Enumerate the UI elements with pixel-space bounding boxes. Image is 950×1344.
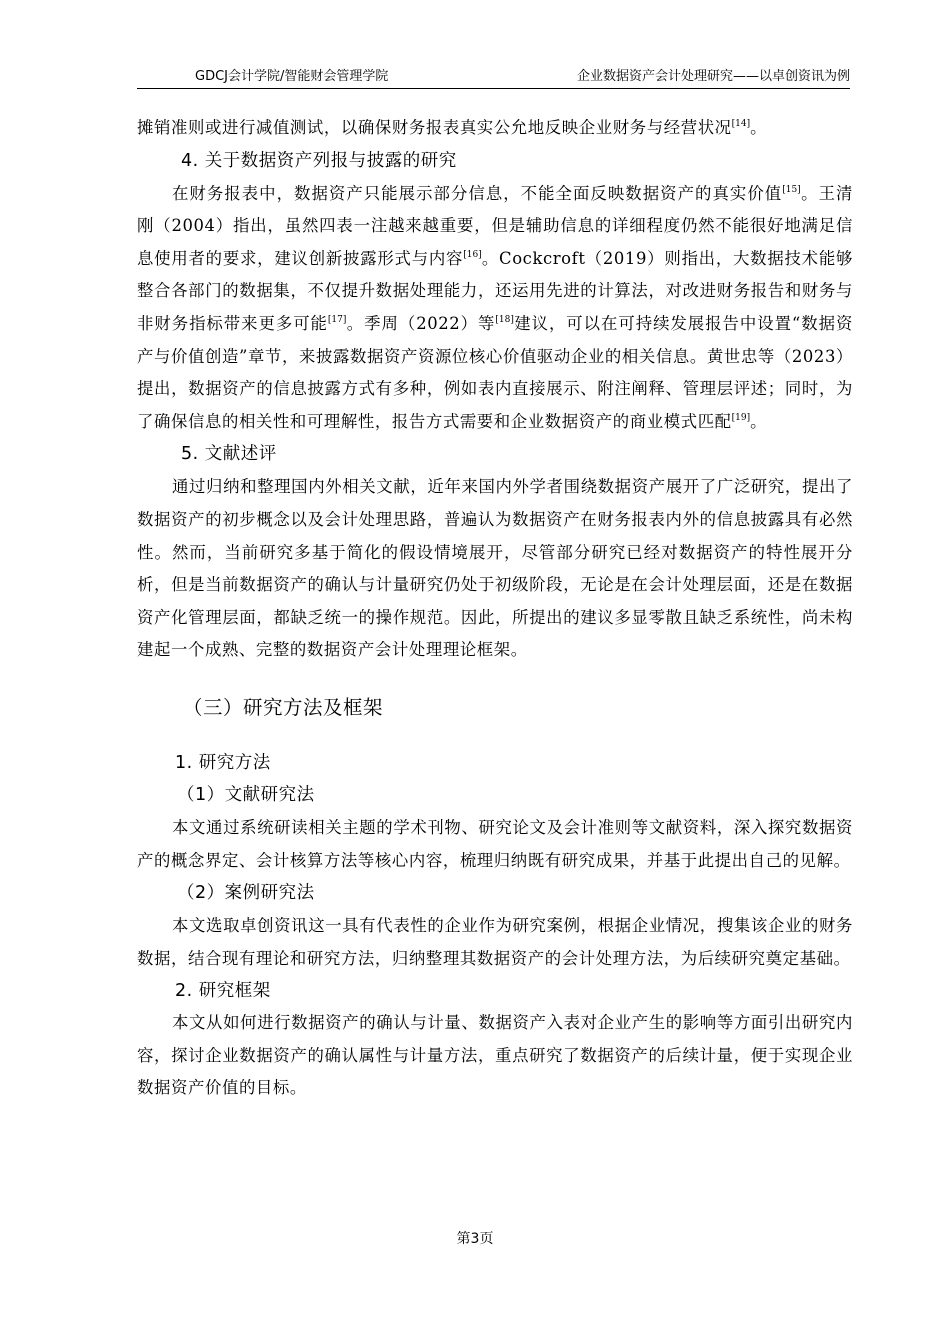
citation-15: [15] bbox=[782, 184, 801, 195]
citation-16: [16] bbox=[463, 249, 482, 260]
page-header bbox=[137, 68, 850, 89]
subsection-heading-literature: （1）文献研究法 bbox=[177, 784, 315, 805]
page-number: 第3页 bbox=[456, 1231, 494, 1247]
subsection-heading-case: （2）案例研究法 bbox=[177, 883, 315, 904]
paragraph-continuation: 摊销准则或进行减值测试，以确保财务报表真实公允地反映企业财务与经营状况[14]。 bbox=[137, 118, 768, 137]
paragraph-literature-method: 本文通过系统研读相关主题的学术刊物、研究论文及会计准则等文献资料，深入探究数据资产的概念界定、会计核算方法等核心内容，梳理归纳既有研究成果，并基于此提出自己的见解。 bbox=[137, 817, 853, 870]
citation-17: [17] bbox=[327, 314, 347, 325]
paragraph-framework: 本文从如何进行数据资产的确认与计量、数据资产入表对企业产生的影响等方面引出研究内容，探讨企业数据资产的确认属性与计量方法，重点研究了数据资产的后续计量，便于实现企业数据资产价值的目标。 bbox=[137, 1013, 853, 1098]
section-heading-4: 4. 关于数据资产列报与披露的研究 bbox=[181, 150, 457, 171]
section-heading-framework: 2. 研究框架 bbox=[175, 981, 271, 1002]
section-heading-5: 5. 文献述评 bbox=[181, 444, 277, 465]
paragraph-review: 通过归纳和整理国内外相关文献，近年来国内外学者围绕数据资产展开了广泛研究，提出了数据资产的初步概念以及会计处理思路，普遍认为数据资产在财务报表内外的信息披露具有必然性。然而，当前研究多基于简化的假设情境展开，尽管部分研究已经对数据资产的特性展开分析，但是当前数据资产的确认与计量研究仍处于初级阶段，无论是在会计处理层面，还是在数据资产化管理层面，都缺乏统一的操作规范。因此，所提出的建议多显零散且缺乏系统性，尚未构建起一个成熟、完整的数据资产会计处理理论框架。 bbox=[137, 477, 853, 660]
section-heading-methods: 1. 研究方法 bbox=[175, 752, 271, 773]
page-body bbox=[137, 112, 853, 1105]
citation-19: [19] bbox=[731, 412, 751, 423]
citation-18: [18] bbox=[495, 314, 514, 325]
chapter-heading-methods: （三）研究方法及框架 bbox=[183, 695, 384, 719]
header-thesis-title: 企业数据资产会计处理研究——以卓创资讯为例 bbox=[576, 69, 850, 84]
header-school: GDCJ会计学院/智能财会管理学院 bbox=[195, 69, 389, 84]
paragraph-case-method: 本文选取卓创资讯这一具有代表性的企业作为研究案例，根据企业情况，搜集该企业的财务数据，结合现有理论和研究方法，归纳整理其数据资产的会计处理方法，为后续研究奠定基础。 bbox=[137, 916, 853, 968]
paragraph-disclosure: 在财务报表中，数据资产只能展示部分信息，不能全面反映数据资产的真实价值[15]。王清刚（2004）指出，虽然四表一注越来越重要，但是辅助信息的详细程度仍然不能很好地满足信息使用者的要求，建议创新披露形式与内容[16]。Cockcroft（2019）则指出，大数据技术能够整合各部门的数据集，不仅提升数据处理能力，还运用先进的计算法，对改进财务报告和财务与非财务指标带来更多可能[17]。季周（2022）等[18]建议，可以在可持续发展报告中设置“数据资产与价值创造”章节，来披露数据资产资源位核心价值驱动企业的相关信息。黄世忠等（2023）提出，数据资产的信息披露方式有多种，例如表内直接展示、附注阐释、管理层评述；同时，为了确保信息的相关性和可理解性，报告方式需要和企业数据资产的商业模式匹配[19]。 bbox=[137, 183, 853, 431]
citation-14: [14] bbox=[731, 119, 751, 129]
